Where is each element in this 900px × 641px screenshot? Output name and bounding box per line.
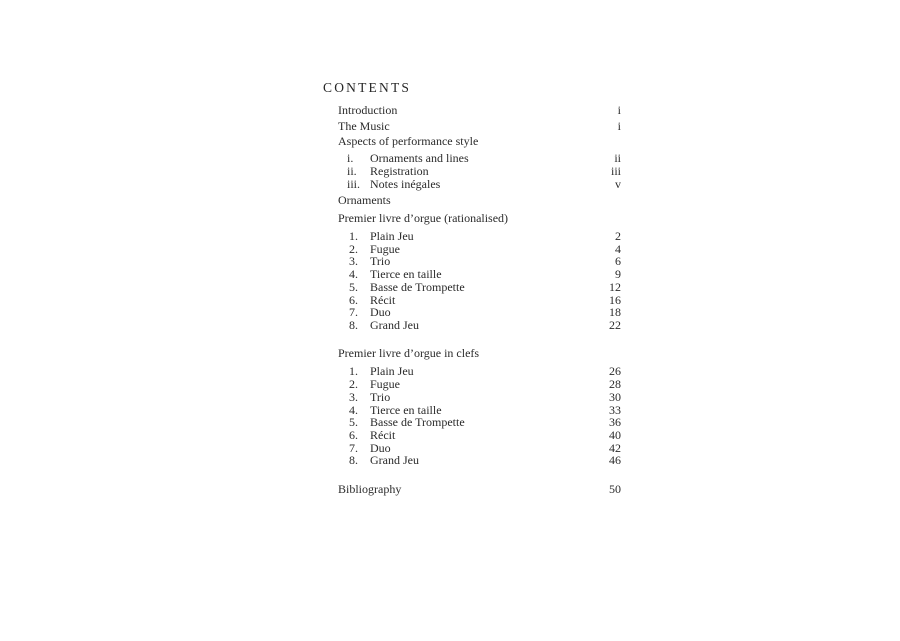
toc-entry-label: Premier livre d’orgue (rationalised)	[338, 211, 509, 225]
toc-page-number: 42	[609, 440, 621, 455]
toc-entry-label: Récit	[370, 292, 396, 307]
toc-item-marker: 6.	[349, 427, 358, 442]
toc-entry-label: Notes inégales	[370, 177, 441, 191]
toc-entry-label: Introduction	[338, 103, 398, 117]
toc-page-number: 16	[609, 292, 621, 307]
toc-list	[338, 0, 621, 641]
toc-section-heading	[338, 212, 621, 225]
toc-entry-label: Tierce en taille	[370, 267, 442, 282]
toc-entry-label: Trio	[370, 254, 391, 269]
toc-entry-label: Tierce en taille	[370, 402, 442, 417]
toc-row	[338, 483, 621, 496]
toc-page-number: 4	[615, 241, 621, 256]
toc-page-number: 22	[609, 317, 621, 332]
toc-page-number: 46	[609, 453, 621, 468]
toc-entry-label: Basse de Trompette	[370, 279, 465, 294]
toc-item-marker: 4.	[349, 267, 358, 282]
toc-page-number: 26	[609, 364, 621, 379]
toc-item-marker: ii.	[347, 164, 357, 178]
toc-page-number: 40	[609, 427, 621, 442]
toc-item-marker: iii.	[347, 177, 361, 191]
toc-entry-label: Registration	[370, 164, 429, 178]
toc-entry-label: Ornaments and lines	[370, 151, 469, 165]
toc-page-number: 2	[615, 229, 621, 243]
toc-item-marker: 8.	[349, 317, 358, 332]
toc-page-number: ii	[614, 151, 621, 165]
toc-row	[338, 454, 621, 467]
toc-item-marker: 2.	[349, 377, 358, 392]
toc-page-number: iii	[610, 164, 621, 178]
toc-entry-label: Plain Jeu	[370, 229, 414, 243]
toc-page-number: i	[617, 118, 621, 133]
toc-entry-label: Duo	[370, 440, 391, 455]
toc-row	[338, 319, 621, 332]
toc-page-number: i	[617, 103, 621, 117]
toc-page-number: 12	[609, 279, 621, 294]
toc-entry-label: Basse de Trompette	[370, 415, 465, 430]
toc-item-marker: i.	[347, 151, 354, 165]
toc-entry-label: Trio	[370, 389, 391, 404]
toc-row	[338, 104, 621, 117]
toc-entry-label: Grand Jeu	[370, 453, 419, 468]
toc-entry-label: Fugue	[370, 377, 400, 392]
toc-item-marker: 6.	[349, 292, 358, 307]
toc-row	[338, 391, 621, 404]
toc-page-number: 50	[609, 481, 621, 496]
toc-entry-label: Bibliography	[338, 481, 402, 496]
toc-item-marker: 1.	[349, 229, 358, 243]
toc-row	[338, 429, 621, 442]
toc-entry-label: The Music	[338, 118, 390, 133]
toc-page-number: 28	[609, 377, 621, 392]
toc-row	[338, 178, 621, 191]
toc-item-marker: 8.	[349, 453, 358, 468]
toc-entry-label: Fugue	[370, 241, 400, 256]
toc-entry-label: Duo	[370, 305, 391, 320]
toc-row	[338, 120, 621, 133]
toc-page-number: 18	[609, 305, 621, 320]
toc-page-number: 33	[609, 402, 621, 417]
toc-item-marker: 3.	[349, 254, 358, 269]
toc-entry-label: Plain Jeu	[370, 364, 414, 379]
toc-page-number: 30	[609, 389, 621, 404]
toc-entry-label: Récit	[370, 427, 396, 442]
toc-entry-label: Ornaments	[338, 193, 391, 207]
page-title: CONTENTS	[323, 80, 412, 95]
toc-page-number: v	[615, 177, 621, 191]
toc-item-marker: 4.	[349, 402, 358, 417]
toc-entry-label: Premier livre d’orgue in clefs	[338, 346, 480, 361]
toc-item-marker: 3.	[349, 389, 358, 404]
toc-entry-label: Aspects of performance style	[338, 134, 479, 148]
toc-item-marker: 7.	[349, 440, 358, 455]
toc-section-heading	[338, 347, 621, 360]
toc-row	[338, 135, 621, 148]
toc-entry-label: Grand Jeu	[370, 317, 419, 332]
toc-row	[338, 281, 621, 294]
toc-page-number: 36	[609, 415, 621, 430]
toc-row	[338, 194, 621, 207]
toc-page-number: 6	[615, 254, 621, 269]
toc-item-marker: 5.	[349, 279, 358, 294]
toc-item-marker: 5.	[349, 415, 358, 430]
toc-page-number: 9	[615, 267, 621, 282]
toc-item-marker: 2.	[349, 241, 358, 256]
toc-item-marker: 1.	[349, 364, 358, 379]
toc-item-marker: 7.	[349, 305, 358, 320]
